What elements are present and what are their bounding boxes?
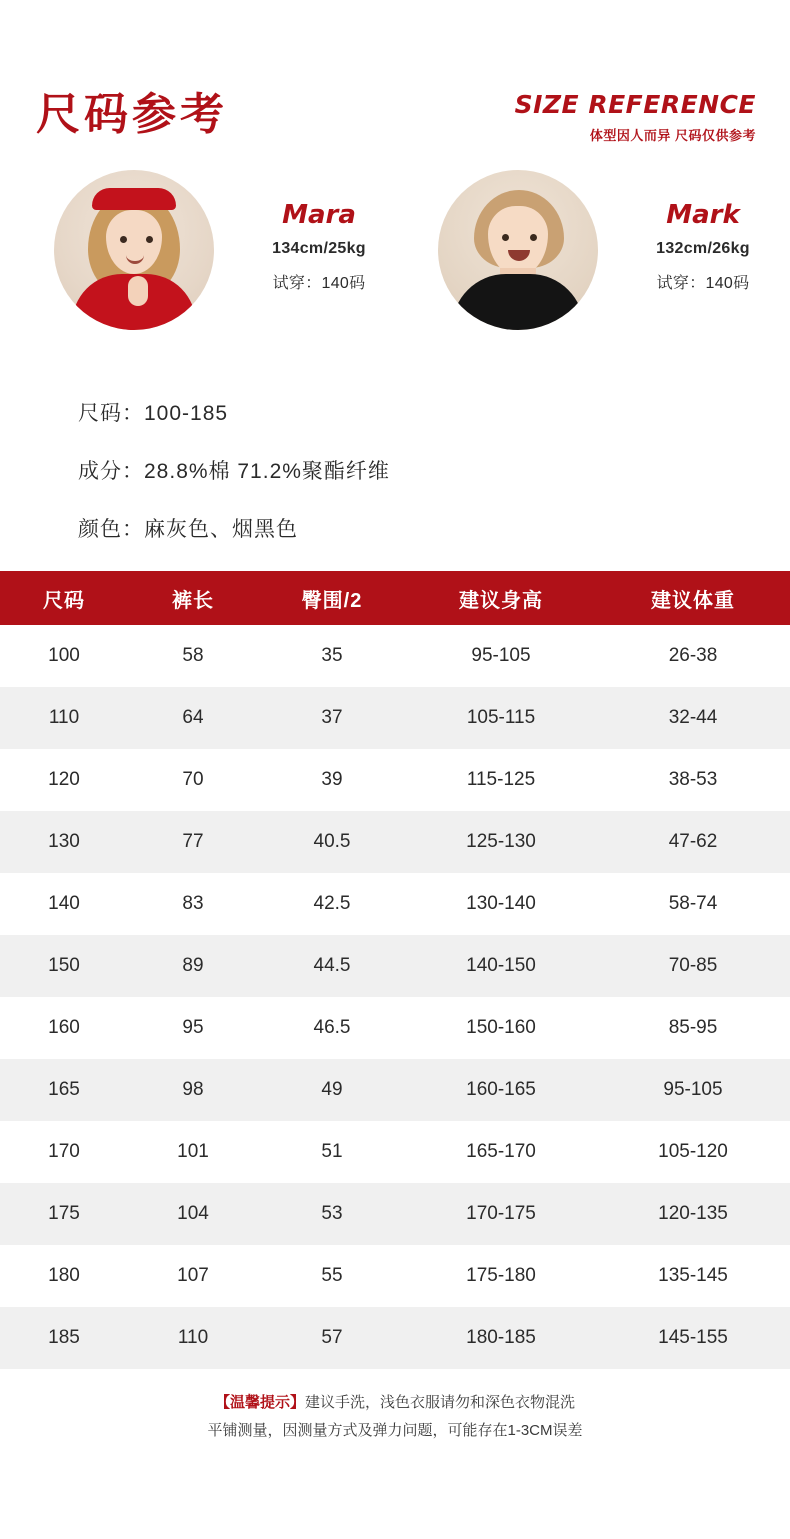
cell-weight: 95-105 bbox=[663, 1079, 723, 1100]
cell-height: 180-185 bbox=[466, 1327, 536, 1348]
cell-weight: 105-120 bbox=[658, 1141, 728, 1162]
size-chart-table bbox=[0, 571, 790, 1369]
cell-weight: 47-62 bbox=[668, 831, 718, 852]
table-row bbox=[0, 811, 790, 873]
cell-weight: 32-44 bbox=[668, 707, 718, 728]
col-header-hip: 臀围/2 bbox=[258, 571, 406, 625]
table-row bbox=[0, 749, 790, 811]
page-title: 尺码参考 bbox=[36, 90, 228, 139]
col-header-weight: 建议体重 bbox=[596, 571, 790, 625]
model-spec: 132cm/26kg bbox=[656, 240, 750, 257]
page-subtitle: 体型因人而异 尺码仅供参考 bbox=[589, 128, 756, 143]
cell-height: 160-165 bbox=[466, 1079, 536, 1100]
cell-hip: 42.5 bbox=[313, 893, 351, 914]
table-row bbox=[0, 1307, 790, 1369]
tip-text: 建议手洗，浅色衣服请勿和深色衣物混洗 bbox=[305, 1394, 576, 1411]
model-section bbox=[0, 170, 790, 375]
cell-size: 110 bbox=[48, 707, 80, 728]
table-row bbox=[0, 997, 790, 1059]
cell-hip: 39 bbox=[321, 769, 343, 790]
cell-height: 95-105 bbox=[471, 645, 531, 666]
cell-hip: 40.5 bbox=[313, 831, 351, 852]
cell-size: 120 bbox=[48, 769, 80, 790]
cell-weight: 85-95 bbox=[668, 1017, 718, 1038]
cell-pant-length: 58 bbox=[182, 645, 204, 666]
cell-hip: 55 bbox=[321, 1265, 343, 1286]
table-row bbox=[0, 935, 790, 997]
table-row bbox=[0, 1245, 790, 1307]
cell-weight: 135-145 bbox=[658, 1265, 728, 1286]
cell-hip: 46.5 bbox=[313, 1017, 351, 1038]
table-row bbox=[0, 1059, 790, 1121]
spec-material: 成分：28.8%棉 71.2%聚酯纤维 bbox=[78, 460, 390, 483]
cell-pant-length: 64 bbox=[182, 707, 204, 728]
cell-size: 140 bbox=[48, 893, 80, 914]
page-title-en: SIZE REFERENCE bbox=[514, 90, 756, 119]
cell-pant-length: 107 bbox=[177, 1265, 209, 1286]
cell-pant-length: 98 bbox=[182, 1079, 204, 1100]
cell-size: 150 bbox=[48, 955, 80, 976]
cell-height: 150-160 bbox=[466, 1017, 536, 1038]
cell-weight: 145-155 bbox=[658, 1327, 728, 1348]
cell-height: 175-180 bbox=[466, 1265, 536, 1286]
cell-weight: 58-74 bbox=[668, 893, 718, 914]
cell-size: 100 bbox=[48, 645, 80, 666]
tip-label: 【温馨提示】 bbox=[214, 1394, 305, 1411]
cell-size: 180 bbox=[48, 1265, 80, 1286]
table-row bbox=[0, 1121, 790, 1183]
cell-size: 170 bbox=[48, 1141, 80, 1162]
col-header-height: 建议身高 bbox=[406, 571, 596, 625]
cell-hip: 44.5 bbox=[313, 955, 351, 976]
model-info-mara bbox=[234, 170, 404, 293]
col-header-pant-length: 裤长 bbox=[128, 571, 258, 625]
model-info-mark bbox=[618, 170, 788, 293]
table-body bbox=[0, 625, 790, 1369]
cell-pant-length: 89 bbox=[182, 955, 204, 976]
cell-size: 165 bbox=[48, 1079, 80, 1100]
table-row bbox=[0, 873, 790, 935]
cell-pant-length: 83 bbox=[182, 893, 204, 914]
table-row bbox=[0, 1183, 790, 1245]
model-name: Mark bbox=[666, 200, 740, 230]
cell-weight: 26-38 bbox=[668, 645, 718, 666]
cell-height: 130-140 bbox=[466, 893, 536, 914]
spec-size-range: 尺码：100-185 bbox=[78, 402, 229, 425]
cell-hip: 49 bbox=[321, 1079, 343, 1100]
model-tryon-size: 试穿：140码 bbox=[656, 275, 750, 292]
cell-size: 160 bbox=[48, 1017, 80, 1038]
footer-measure-note: 平铺测量，因测量方式及弹力问题，可能存在1-3CM误差 bbox=[207, 1422, 583, 1439]
cell-size: 175 bbox=[48, 1203, 80, 1224]
table-row bbox=[0, 687, 790, 749]
cell-hip: 57 bbox=[321, 1327, 343, 1348]
cell-pant-length: 77 bbox=[182, 831, 204, 852]
cell-size: 185 bbox=[48, 1327, 80, 1348]
cell-height: 105-115 bbox=[466, 707, 536, 728]
col-header-size: 尺码 bbox=[0, 571, 128, 625]
cell-pant-length: 104 bbox=[177, 1203, 209, 1224]
cell-weight: 70-85 bbox=[668, 955, 718, 976]
footer-notes bbox=[0, 1369, 790, 1445]
boy-avatar-icon bbox=[438, 170, 598, 330]
table-header-row bbox=[0, 571, 790, 625]
model-card-mara bbox=[54, 170, 404, 330]
model-tryon-size: 试穿：140码 bbox=[272, 275, 366, 292]
cell-pant-length: 70 bbox=[182, 769, 204, 790]
cell-height: 140-150 bbox=[466, 955, 536, 976]
cell-pant-length: 110 bbox=[177, 1327, 209, 1348]
cell-height: 170-175 bbox=[466, 1203, 536, 1224]
cell-height: 125-130 bbox=[466, 831, 536, 852]
cell-height: 115-125 bbox=[466, 769, 536, 790]
cell-pant-length: 101 bbox=[177, 1141, 209, 1162]
model-name: Mara bbox=[282, 200, 356, 230]
product-spec-list bbox=[0, 397, 790, 543]
table-row bbox=[0, 625, 790, 687]
cell-hip: 53 bbox=[321, 1203, 343, 1224]
model-spec: 134cm/25kg bbox=[272, 240, 366, 257]
cell-hip: 51 bbox=[321, 1141, 343, 1162]
cell-size: 130 bbox=[48, 831, 80, 852]
cell-pant-length: 95 bbox=[182, 1017, 204, 1038]
girl-avatar-icon bbox=[54, 170, 214, 330]
cell-weight: 38-53 bbox=[668, 769, 718, 790]
footer-tip-line bbox=[0, 1389, 790, 1417]
page-header bbox=[0, 0, 790, 170]
spec-colors: 颜色：麻灰色、烟黑色 bbox=[78, 518, 298, 541]
cell-hip: 35 bbox=[321, 645, 343, 666]
model-card-mark bbox=[438, 170, 788, 330]
cell-height: 165-170 bbox=[466, 1141, 536, 1162]
cell-hip: 37 bbox=[321, 707, 343, 728]
cell-weight: 120-135 bbox=[658, 1203, 728, 1224]
